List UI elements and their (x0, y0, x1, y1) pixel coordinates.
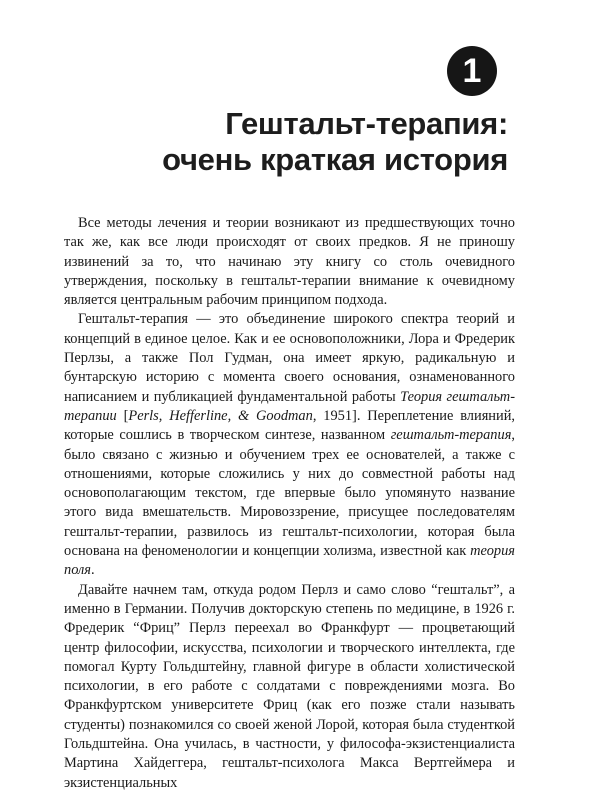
italic-text: теория поля (64, 543, 515, 579)
text-run: Все методы лечения и теории возникают из предшествующих точно так же, как все люди происходят от своих предков. Я не приношу извинений за то, что начинаю эту книгу со столь очевидного утверждения, поскольку в гештальт-терапии внимание к очевидному является центральным рабочим принципом подхода. (64, 215, 515, 309)
italic-text: гештальт-терапия (390, 427, 512, 444)
text-run: Гештальт-терапия — это объединение широкого спектра теорий и концепций в единое целое. Как и ее основоположники, Лора и Фредерик Перлзы, а также Пол Гудман, она имеет яркую, радикальную и бунтарскую историю с момента своего основания, ознаменованного написанием и публикацией фундаментальной работы (64, 311, 515, 405)
chapter-title-line-1: Гештальт-терапия: (225, 106, 508, 141)
chapter-number-badge: 1 (447, 46, 497, 96)
paragraph (64, 310, 515, 580)
paragraph (64, 214, 515, 310)
chapter-title (162, 106, 508, 178)
text-run: , было связано с жизнью и обучением трех ее основателей, а также с отношениями, которые сложились у них до совместной работы над основополагающим текстом, где впервые было упомянуто название этого вида вмешательств. Мировоззрение, присущее последователям гештальт-терапии, развилось из гештальт-психологии, которая была основана на феноменологии и концепции холизма, известной как (64, 427, 515, 560)
italic-text: Теория гештальт-терапии (64, 388, 515, 424)
paragraph (64, 581, 515, 793)
text-run: [ (116, 407, 129, 424)
chapter-title-line-2: очень краткая история (162, 142, 508, 177)
text-run: , 1951]. Переплетение влияний, которые сошлись в творческом синтезе, названном (64, 407, 516, 444)
body-text (64, 214, 515, 793)
text-run: . (91, 562, 95, 579)
italic-text: Perls, Hefferline, & Goodman (128, 407, 313, 424)
text-run: Давайте начнем там, откуда родом Перлз и само слово “гештальт”, а именно в Германии. Получив докторскую степень по медицине, в 1926 г. Фредерик “Фриц” Перлз переехал во Франкфурт — процветающий центр философии, искусства, психологии и творческого интеллекта, где помогал Курту Гольдштейну, главной фигуре в области холистической психологии, в его работе с солдатами с повреждениями мозга. Во Франкфуртском университете Фриц (как его позже стали называть студенты) познакомился со своей женой Лорой, которая была студенткой Гольдштейна. Она училась, в частности, у философа-экзистенциалиста Мартина Хайдеггера, гештальт-психолога Макса Вертгеймера и экзистенциальных (64, 581, 515, 791)
